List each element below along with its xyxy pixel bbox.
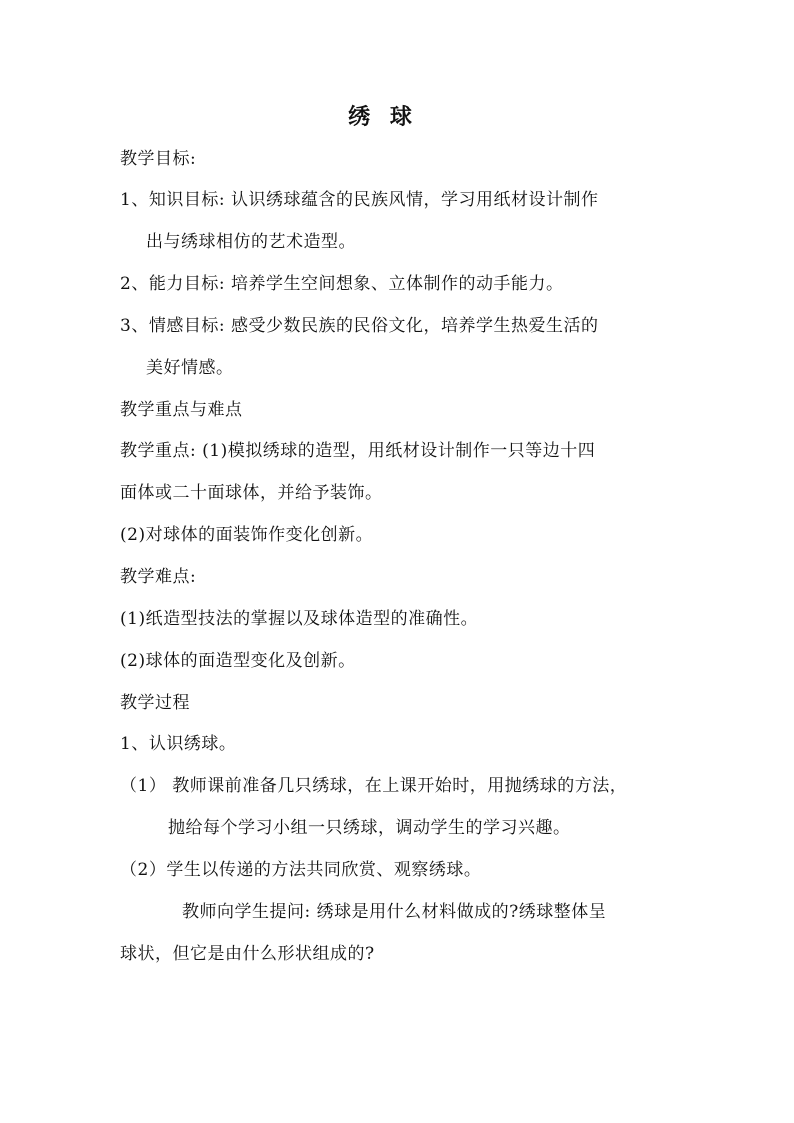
paragraph-line: 1、认识绣球。 [120, 734, 237, 754]
paragraph-line: （1） 教师课前准备几只绣球，在上课开始时，用抛绣球的方法， [120, 776, 628, 796]
paragraph-line: （2）学生以传递的方法共同欣赏、观察绣球。 [120, 860, 482, 880]
section-heading-key-points: 教学重点与难点 [120, 400, 243, 420]
paragraph-line: 美好情感。 [146, 358, 234, 378]
paragraph-line: (2)对球体的面装饰作变化创新。 [120, 525, 374, 545]
paragraph-line: 抛给每个学习小组一只绣球，调动学生的学习兴趣。 [168, 818, 571, 838]
paragraph-line: 出与绣球相仿的艺术造型。 [146, 232, 356, 252]
section-heading-process: 教学过程 [120, 693, 190, 713]
paragraph-line: 面体或二十面球体，并给予装饰。 [120, 483, 383, 503]
paragraph-line: 教师向学生提问: 绣球是用什么材料做成的?绣球整体呈 [182, 902, 607, 922]
paragraph-line: 3、情感目标: 感受少数民族的民俗文化，培养学生热爱生活的 [120, 316, 599, 336]
section-heading-objectives: 教学目标: [120, 149, 197, 169]
document-title: 绣 球 [348, 104, 418, 130]
paragraph-line: 1、知识目标: 认识绣球蕴含的民族风情，学习用纸材设计制作 [120, 190, 599, 210]
paragraph-line: (2)球体的面造型变化及创新。 [120, 651, 356, 671]
paragraph-line: (1)纸造型技法的掌握以及球体造型的准确性。 [120, 609, 479, 629]
paragraph-line: 2、能力目标: 培养学生空间想象、立体制作的动手能力。 [120, 274, 564, 294]
section-heading-difficulties: 教学难点: [120, 567, 197, 587]
paragraph-line: 球状，但它是由什么形状组成的? [120, 944, 375, 964]
paragraph-line: 教学重点: (1)模拟绣球的造型，用纸材设计制作一只等边十四 [120, 441, 596, 461]
